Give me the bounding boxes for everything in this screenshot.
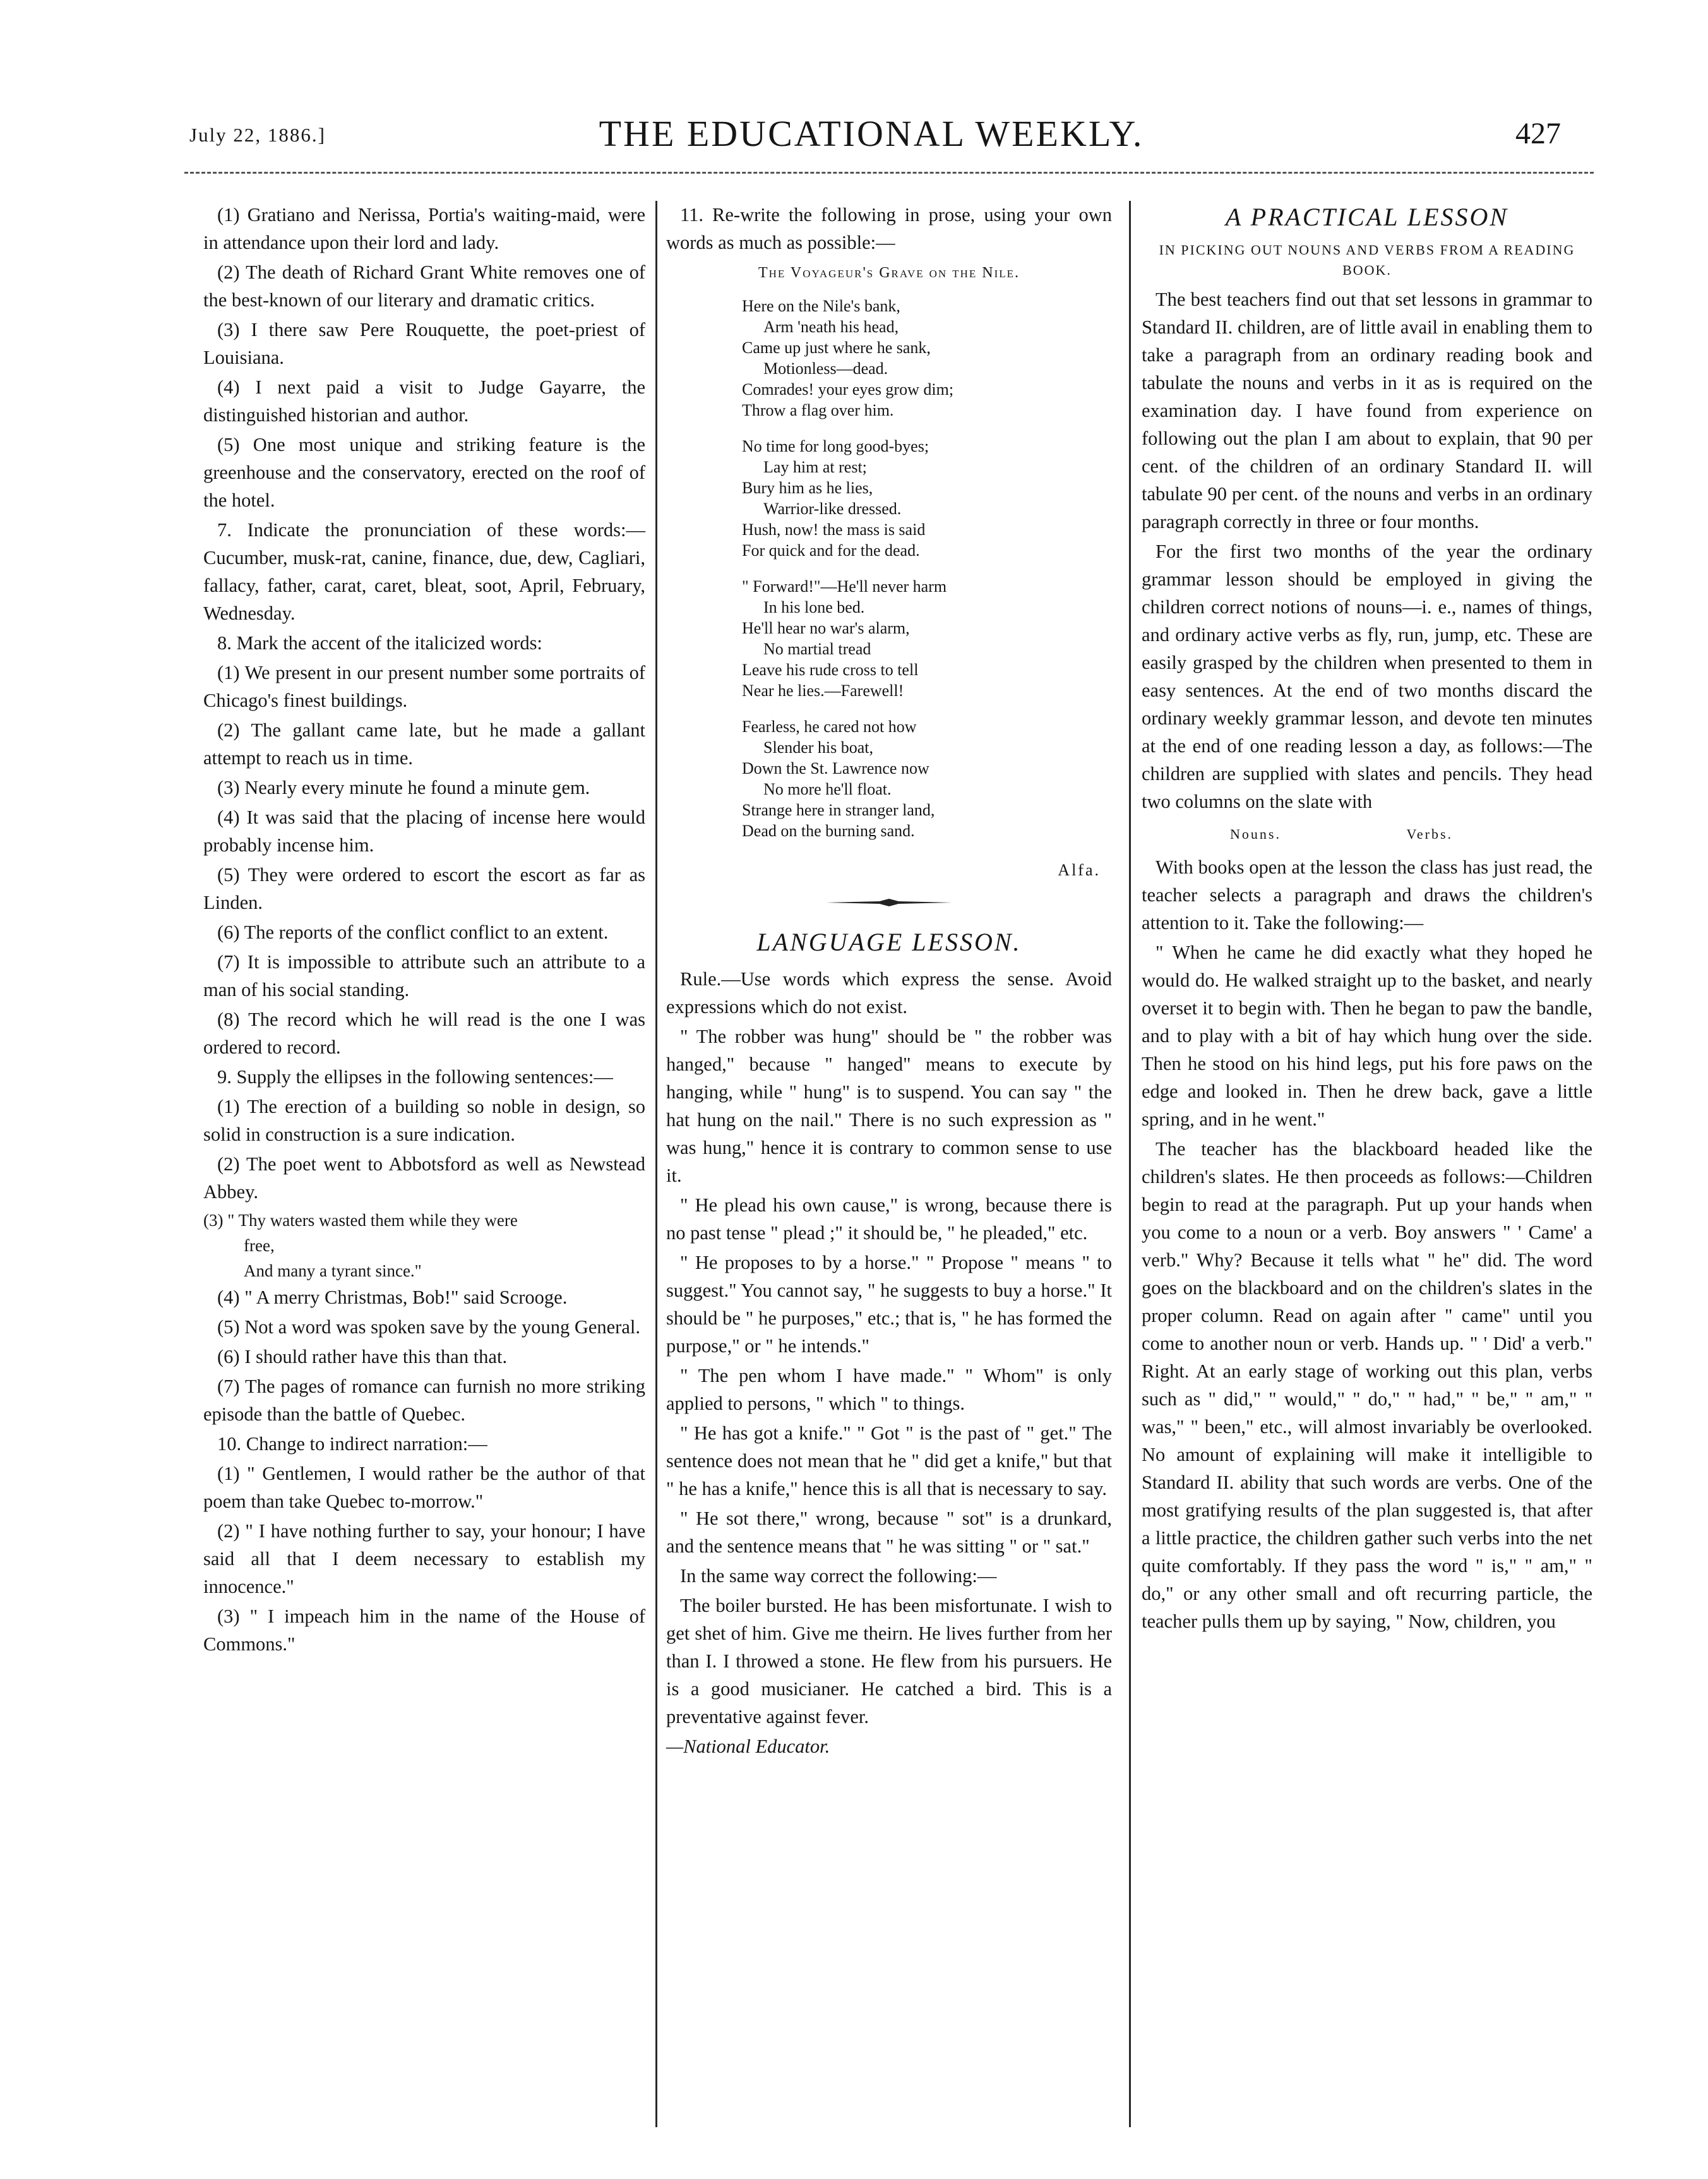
poem-line: Leave his rude cross to tell [742, 661, 919, 679]
paragraph: (1) We present in our present number some portraits of Chicago's finest buildings. [203, 662, 645, 711]
paragraph: The teacher has the blackboard headed like the children's slates. He then proceeds as follows:—Children begin to read at the paragraph. Put up your hands when you come to a noun or a verb. Boy answers " ' Came' a verb." Why? Because it tells what " he" did. The word goes on the blackboard and on the children's slates in the proper column. Read on again after " came" until you come to another noun or verb. Hands up. " ' Did' a verb." Right. At an early stage of working out this plan, verbs such as " did," " would," " do," " had," " be," " am," " was," " been," etc., will almost invariably be overlooked. No amount of explaining will make it intelligible to Standard II. ability that such words are verbs. One of the most gratifying results of the plan suggested is, that after a little practice, the children gather such verbs into the net quite comfortably. If they pass the word " is," " am," " do," or any other small and oft recurring particle, the teacher pulls them up by saying, " Now, children, you [1142, 1138, 1592, 1632]
paragraph: (2) The poet went to Abbotsford as well as Newstead Abbey. [203, 1153, 645, 1203]
question-10: 10. Change to indirect narration:— [217, 1433, 487, 1455]
poem-line: No more he'll float. [763, 780, 892, 798]
section-title: A PRACTICAL LESSON [1225, 203, 1509, 231]
column-divider-left [655, 201, 657, 2127]
section-subtitle: IN PICKING OUT NOUNS AND VERBS FROM A READING BOOK. [1159, 242, 1575, 278]
poem-stanza [742, 716, 1112, 841]
paragraph: (7) It is impossible to attribute such an attribute to a man of his social standing. [203, 951, 645, 1000]
poem-signature: Alfa. [1058, 861, 1101, 879]
page-title: THE EDUCATIONAL WEEKLY. [599, 113, 1144, 154]
nouns-heading: Nouns. [1230, 826, 1281, 842]
poem-line: Strange here in stranger land, [742, 801, 935, 819]
paragraph: (3) " I impeach him in the name of the House of Commons." [203, 1606, 645, 1655]
paragraph: In the same way correct the following:— [680, 1565, 997, 1587]
paragraph: " He plead his own cause," is wrong, because there is no past tense " plead ;" it should be, " he pleaded," etc. [666, 1194, 1112, 1244]
poem-line: " Forward!"—He'll never harm [742, 577, 947, 596]
paragraph: (5) Not a word was spoken save by the young General. [217, 1316, 640, 1338]
issue-date: July 22, 1886.] [189, 124, 326, 146]
paragraph: (1) Gratiano and Nerissa, Portia's waiting-maid, were in attendance upon their lord and lady. [203, 204, 645, 253]
paragraph: " When he came he did exactly what they hoped he would do. He walked straight up to the basket, and nearly overset it to begin with. Then he began to paw the bandle, and to play with a bit of hay which hung over the side. Then he stood on his hind legs, put his fore paws on the edge and looked in. Then he drew back, gave a little spring, and in he went." [1142, 942, 1592, 1130]
poem-line: Throw a flag over him. [742, 401, 894, 419]
quote-line: And many a tyrant since." [244, 1261, 422, 1280]
paragraph: (5) They were ordered to escort the escort as far as Linden. [203, 864, 645, 913]
poem-line: Down the St. Lawrence now [742, 759, 929, 777]
poem-title: The Voyageur's Grave on the Nile. [758, 265, 1020, 281]
verse-quote [203, 1208, 645, 1283]
paragraph: (4) " A merry Christmas, Bob!" said Scrooge. [217, 1287, 568, 1308]
paragraph: (6) The reports of the conflict conflict to an extent. [217, 921, 609, 943]
poem-line: Slender his boat, [763, 738, 874, 757]
paragraph: (1) " Gentlemen, I would rather be the author of that poem than take Quebec to-morrow." [203, 1463, 645, 1512]
poem-line: For quick and for the dead. [742, 541, 920, 560]
column-1 [203, 201, 645, 1660]
poem-line: Came up just where he sank, [742, 339, 931, 357]
column-2 [666, 201, 1112, 1762]
paragraph: With books open at the lesson the class has just read, the teacher selects a paragraph and draws the children's attention to it. Take the following:— [1142, 856, 1592, 933]
poem-line: No time for long good-byes; [742, 437, 929, 455]
ornamental-divider [826, 898, 952, 907]
column-divider-right [1129, 201, 1131, 2127]
poem-line: Comrades! your eyes grow dim; [742, 380, 954, 399]
poem-line: Warrior-like dressed. [763, 500, 902, 518]
paragraph: (3) I there saw Pere Rouquette, the poet-priest of Louisiana. [203, 319, 645, 368]
poem-line: Near he lies.—Farewell! [742, 681, 904, 700]
poem-line: Arm 'neath his head, [763, 318, 899, 336]
question-7: 7. Indicate the pronunciation of these words:—Cucumber, musk-rat, canine, finance, due, dew, Cagliari, fallacy, father, carat, caret, bleat, soot, April, February, Wednesday. [203, 519, 645, 624]
paragraph: The boiler bursted. He has been misfortunate. I wish to get shet of him. Give me theirn. He lives further from her than I. I throwed a stone. He flew from his pursuers. He is a good musicianer. He catched a bird. This is a preventative against fever. [666, 1595, 1112, 1727]
paragraph: (3) Nearly every minute he found a minute gem. [217, 777, 590, 798]
paragraph: (6) I should rather have this than that. [217, 1346, 508, 1367]
slate-column-headings [1142, 820, 1592, 848]
section-title: LANGUAGE LESSON. [756, 928, 1022, 956]
poem-line: Lay him at rest; [763, 458, 867, 476]
paragraph: (2) The death of Richard Grant White removes one of the best-known of our literary and dramatic critics. [203, 261, 645, 311]
paragraph: " He proposes to by a horse." " Propose " means " to suggest." You cannot say, " he suggests to buy a horse." It should be " he purposes," etc.; that is, " he has formed the purpose," or " he intends." [666, 1252, 1112, 1357]
paragraph: The best teachers find out that set lessons in grammar to Standard II. children, are of little avail in enabling them to take a paragraph from an ordinary reading book and tabulate the nouns and verbs in it as is required on the examination day. I have found from experience on following out the plan I am about to explain, that 90 per cent. of the children of an ordinary Standard II. will tabulate 90 per cent. of the nouns and verbs in an ordinary paragraph correctly in three or four months. [1142, 289, 1592, 532]
question-9: 9. Supply the ellipses in the following sentences:— [217, 1066, 613, 1088]
paragraph: (2) " I have nothing further to say, your honour; I have said all that I deem necessary to establish my innocence." [203, 1520, 645, 1597]
poem-stanza [742, 296, 1112, 421]
paragraph: Rule.—Use words which express the sense. Avoid expressions which do not exist. [666, 968, 1112, 1017]
paragraph: (8) The record which he will read is the one I was ordered to record. [203, 1009, 645, 1058]
poem-line: Bury him as he lies, [742, 479, 873, 497]
page-number: 427 [1515, 117, 1561, 150]
quote-line: (3) " Thy waters wasted them while they were [203, 1211, 518, 1230]
poem-line: In his lone bed. [763, 598, 865, 616]
poem-line: He'll hear no war's alarm, [742, 619, 910, 637]
question-11: 11. Re-write the following in prose, using your own words as much as possible:— [666, 204, 1112, 253]
poem-line: Here on the Nile's bank, [742, 297, 900, 315]
paragraph: (2) The gallant came late, but he made a gallant attempt to reach us in time. [203, 719, 645, 769]
paragraph: (4) I next paid a visit to Judge Gayarre, the distinguished historian and author. [203, 376, 645, 426]
paragraph: (5) One most unique and striking feature is the greenhouse and the conservatory, erected on the roof of the hotel. [203, 434, 645, 511]
paragraph: " He has got a knife." " Got " is the past of " get." The sentence does not mean that he " did get a knife," but that " he has a knife," hence this is all that is necessary to say. [666, 1422, 1112, 1499]
poem-line: Motionless—dead. [763, 359, 888, 378]
header-divider [184, 172, 1594, 174]
source-credit: —National Educator. [666, 1736, 830, 1757]
column-3 [1142, 201, 1592, 1637]
poem-stanza [742, 436, 1112, 561]
verbs-heading: Verbs. [1406, 826, 1454, 842]
question-8: 8. Mark the accent of the italicized words: [217, 632, 542, 654]
quote-line: free, [244, 1236, 275, 1255]
poem-line: Hush, now! the mass is said [742, 520, 926, 539]
paragraph: For the first two months of the year the ordinary grammar lesson should be employed in giving the children correct notions of nouns—i. e., names of things, and ordinary active verbs as fly, run, jump, etc. These are easily grasped by the children when presented to them in easy sentences. At the end of two months discard the ordinary weekly grammar lesson, and devote ten minutes at the end of one reading lesson a day, as follows:—The children are supplied with slates and pencils. They head two columns on the slate with [1142, 541, 1592, 812]
poem-line: Dead on the burning sand. [742, 822, 915, 840]
poem-line: No martial tread [763, 640, 871, 658]
paragraph: (1) The erection of a building so noble in design, so solid in construction is a sure indication. [203, 1096, 645, 1145]
paragraph: " The pen whom I have made." " Whom" is only applied to persons, " which " to things. [666, 1365, 1112, 1414]
paragraph: (4) It was said that the placing of incense here would probably incense him. [203, 807, 645, 856]
poem-stanza [742, 576, 1112, 701]
paragraph: " He sot there," wrong, because " sot" is a drunkard, and the sentence means that " he was sitting " or " sat." [666, 1508, 1112, 1557]
paragraph: (7) The pages of romance can furnish no more striking episode than the battle of Quebec. [203, 1376, 645, 1425]
paragraph: " The robber was hung" should be " the robber was hanged," because " hanged" means to execute by hanging, while " hung" is to suspend. You can say " the hat hung on the nail." There is no such expression as " was hung," hence it is contrary to common sense to use it. [666, 1026, 1112, 1186]
poem-line: Fearless, he cared not how [742, 717, 917, 736]
